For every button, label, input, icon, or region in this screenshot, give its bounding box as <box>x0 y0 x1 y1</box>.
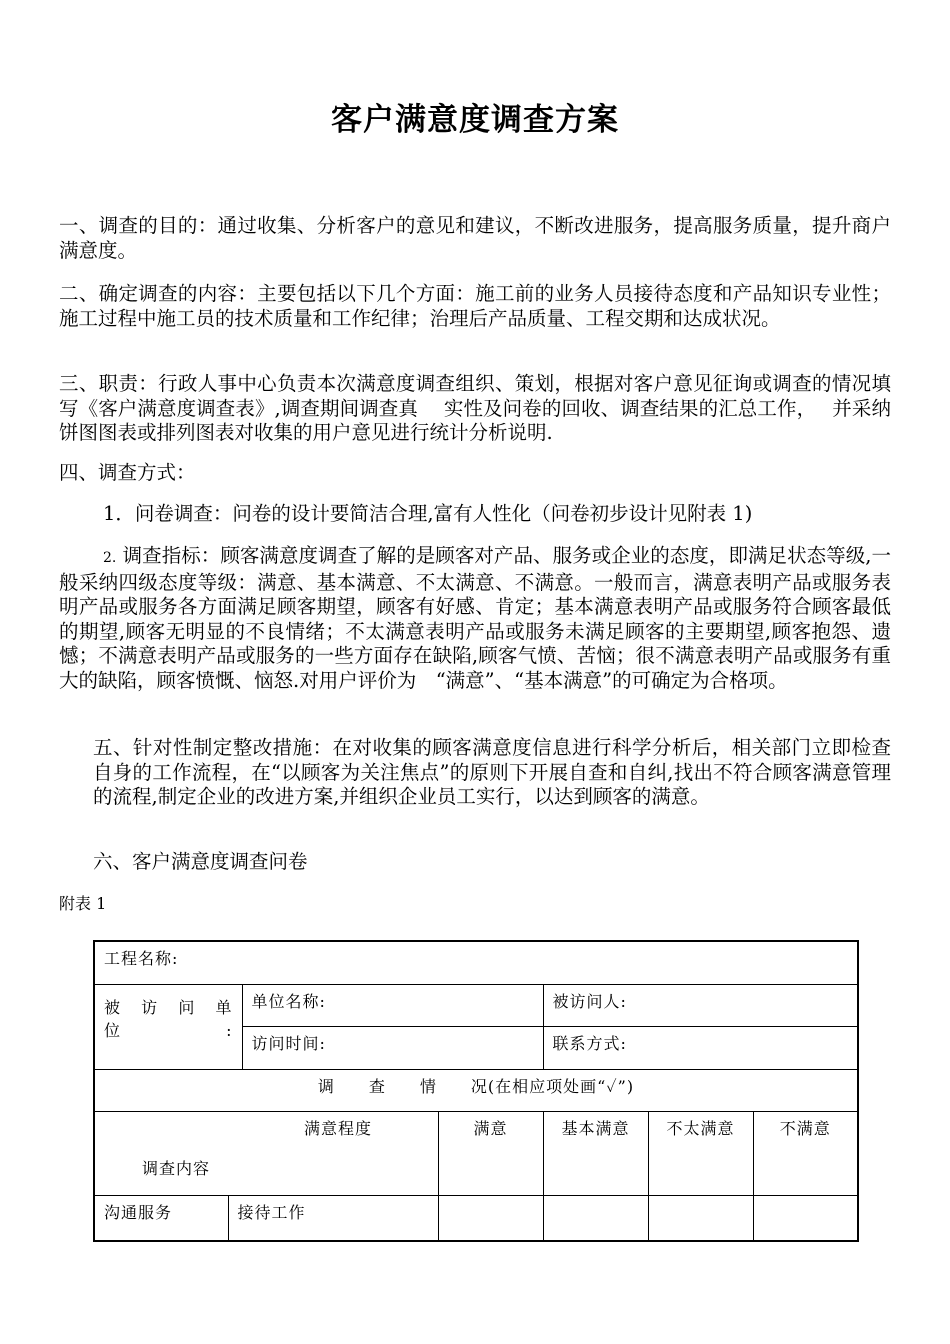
diagonal-header-cell <box>94 1111 438 1195</box>
check-not-very-satisfied[interactable] <box>648 1195 753 1241</box>
section-content: 二、确定调查的内容：主要包括以下几个方面：施工前的业务人员接待态度和产品知识专业性；施工过程中施工员的技术质量和工作纪律；治理后产品质量、工程交期和达成状况。 <box>59 282 891 330</box>
document-title: 客户满意度调查方案 <box>331 102 619 138</box>
method-indicators <box>59 544 891 693</box>
section-questionnaire: 六、客户满意度调查问卷 <box>93 850 308 873</box>
contact-field[interactable]: 联系方式: <box>543 1026 858 1069</box>
section-duties: 三、职责：行政人事中心负责本次满意度调查组织、策划，根据对客户意见征询或调查的情况填写《客户满意度调查表》,调查期间调查真 实性及问卷的回收、调查结果的汇总工作， 并采纳饼图图表或排列图表对收集的用户意见进行统计分析说明. <box>59 372 891 444</box>
level-basically-satisfied: 基本满意 <box>543 1111 648 1195</box>
level-satisfied: 满意 <box>438 1111 543 1195</box>
check-unsatisfied[interactable] <box>753 1195 858 1241</box>
survey-status-header: 调 查 情 况(在相应项处画“✓”) <box>94 1069 858 1111</box>
visited-unit-label: 被 访 问 单位: <box>94 984 242 1069</box>
survey-form-table <box>93 940 859 1242</box>
check-satisfied[interactable] <box>438 1195 543 1241</box>
section-improvement: 五、针对性制定整改措施：在对收集的顾客满意度信息进行科学分析后，相关部门立即检查自身的工作流程，在“以顾客为关注焦点”的原则下开展自查和自纠,找出不符合顾客满意管理的流程,制定企业的改进方案,并组织企业员工实行，以达到顾客的满意。 <box>93 736 891 808</box>
indicator-text: 调查指标：顾客满意度调查了解的是顾客对产品、服务或企业的态度，即满足状态等级,一般采纳四级态度等级：满意、基本满意、不太满意、不满意。一般而言，满意表明产品或服务表明产品或服务各方面满足顾客期望，顾客有好感、肯定；基本满意表明产品或服务符合顾客最低的期望,顾客无明显的不良情绪；不太满意表明产品或服务未满足顾客的主要期望,顾客抱怨、遗憾；不满意表明产品或服务的一些方面存在缺陷,顾客气愤、苦恼；很不满意表明产品或服务有重大的缺陷，顾客愤慨、恼怒.对用户评价为 “满意”、“基本满意”的可确定为合格项。 <box>59 544 891 692</box>
level-unsatisfied: 不满意 <box>753 1111 858 1195</box>
check-basically-satisfied[interactable] <box>543 1195 648 1241</box>
level-not-very-satisfied: 不太满意 <box>648 1111 753 1195</box>
section-purpose: 一、调查的目的：通过收集、分析客户的意见和建议，不断改进服务，提高服务质量，提升商户满意度。 <box>59 214 891 262</box>
item-reception: 接待工作 <box>228 1195 438 1241</box>
satisfaction-level-label: 满意程度 <box>304 1118 373 1138</box>
section-method: 四、调查方式： <box>59 461 196 484</box>
unit-name-field[interactable]: 单位名称: <box>242 984 543 1026</box>
visit-time-field[interactable]: 访问时间: <box>242 1026 543 1069</box>
method-questionnaire: 1．问卷调查：问卷的设计要简洁合理,富有人性化（问卷初步设计见附表 1) <box>103 502 753 525</box>
interviewee-field[interactable]: 被访问人: <box>543 984 858 1026</box>
project-name-field[interactable]: 工程名称: <box>94 941 858 984</box>
category-communication: 沟通服务 <box>94 1195 228 1241</box>
survey-content-label: 调查内容 <box>142 1158 211 1178</box>
appendix-label: 附表 1 <box>59 894 107 913</box>
indicator-number: 2. <box>103 550 117 566</box>
